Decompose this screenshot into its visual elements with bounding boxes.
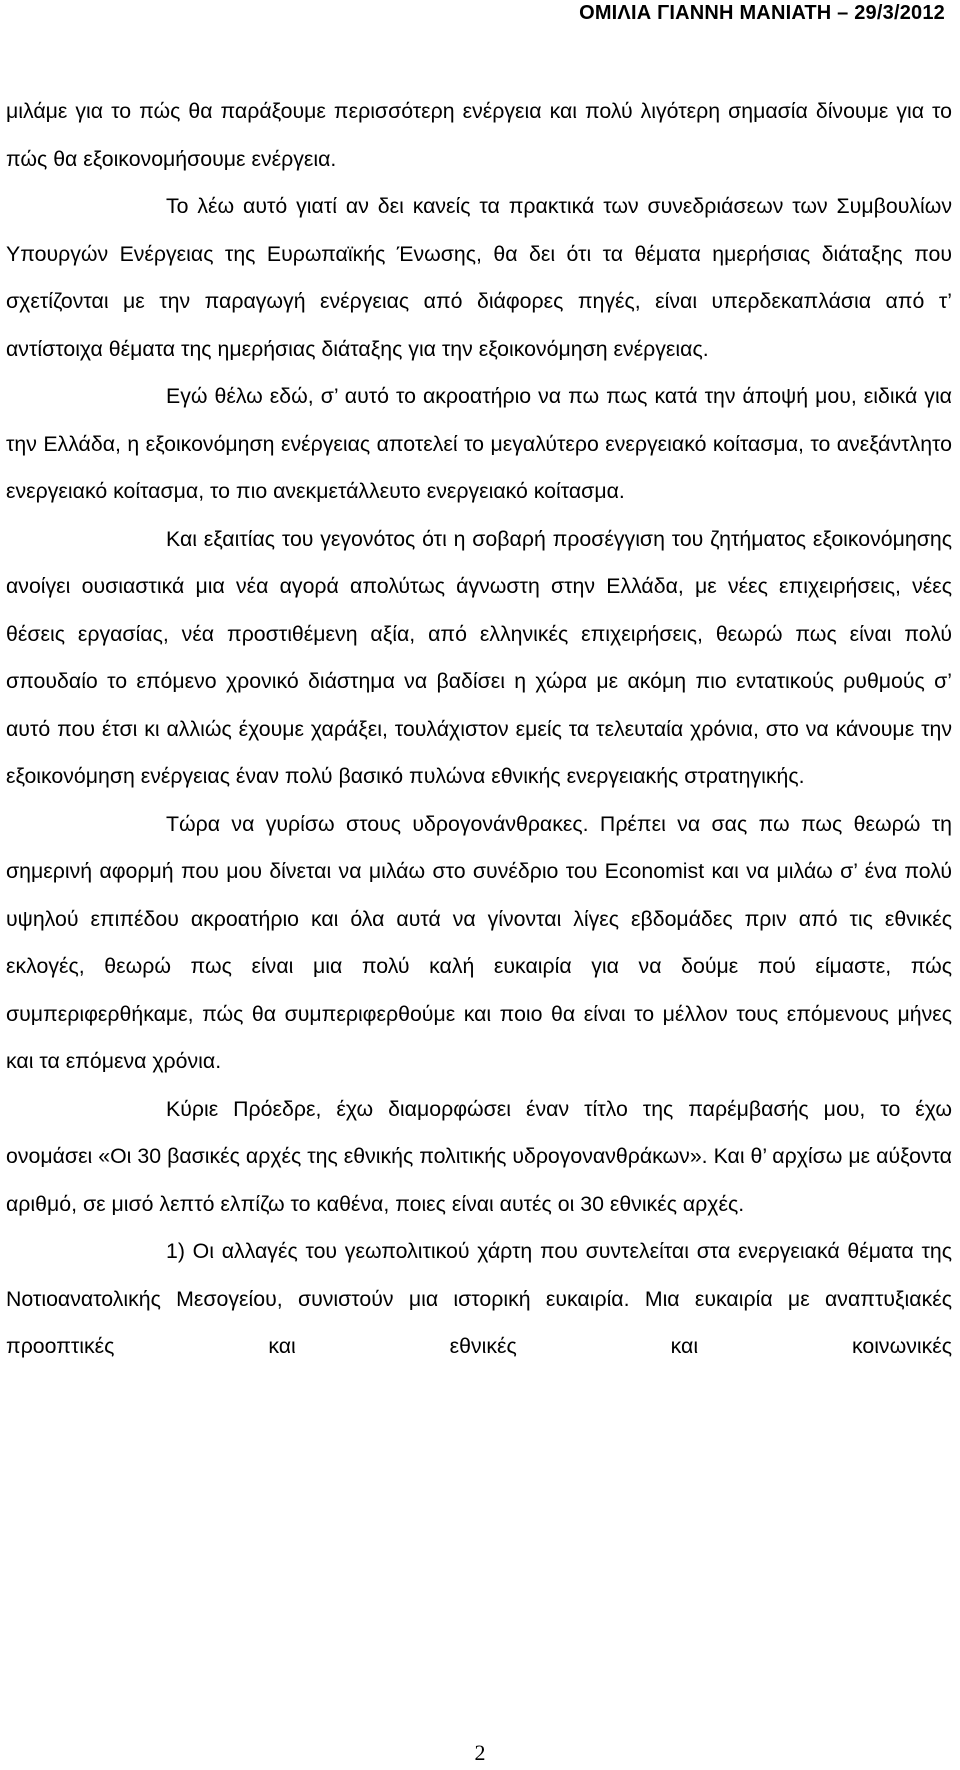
page-header: ΟΜΙΛΙΑ ΓΙΑΝΝΗ ΜΑΝΙΑΤΗ – 29/3/2012	[579, 2, 945, 24]
paragraph-numbered-item: 1) Οι αλλαγές του γεωπολιτικού χάρτη που συντελείται στα ενεργειακά θέματα της Νοτιοανατολικής Μεσογείου, συνιστούν μια ιστορική ευκαιρία. Μια ευκαιρία με αναπτυξιακές προοπτικές και εθνικές και κοινωνικές	[6, 1239, 952, 1358]
paragraph: Τώρα να γυρίσω στους υδρογονάνθρακες. Πρέπει να σας πω πως θεωρώ τη σημερινή αφορμή που μου δίνεται να μιλάω στο συνέδριο του Economist και να μιλάω σ’ ένα πολύ υψηλού επιπέδου ακροατήριο και όλα αυτά να γίνονται λίγες εβδομάδες πριν από τις εθνικές εκλογές, θεωρώ πως είναι μια πολύ καλή ευκαιρία για να δούμε πού είμαστε, πώς συμπεριφερθήκαμε, πώς θα συμπεριφερθούμε και ποιο θα είναι το μέλλον τους επόμενους μήνες και τα επόμενα χρόνια.	[6, 811, 952, 1073]
paragraph: Το λέω αυτό γιατί αν δει κανείς τα πρακτικά των συνεδριάσεων των Συμβουλίων Υπουργών Ενέργειας της Ευρωπαϊκής Ένωσης, θα δει ότι τα θέματα ημερήσιας διάταξης που σχετίζονται με την παραγωγή ενέργειας από διάφορες πηγές, είναι υπερδεκαπλάσια από τ’ αντίστοιχα θέματα της ημερήσιας διάταξης για την εξοικονόμηση ενέργειας.	[6, 194, 952, 361]
page-number: 2	[474, 1740, 486, 1765]
body-text	[6, 88, 952, 1371]
paragraph: Και εξαιτίας του γεγονότος ότι η σοβαρή προσέγγιση του ζητήματος εξοικονόμησης ανοίγει ουσιαστικά μια νέα αγορά απολύτως άγνωστη στην Ελλάδα, με νέες επιχειρήσεις, νέες θέσεις εργασίας, νέα προστιθέμενη αξία, από ελληνικές επιχειρήσεις, θεωρώ πως είναι πολύ σπουδαίο το επόμενο χρονικό διάστημα να βαδίσει η χώρα με ακόμη πιο εντατικούς ρυθμούς σ’ αυτό που έτσι κι αλλιώς έχουμε χαράξει, τουλάχιστον εμείς τα τελευταία χρόνια, στο να κάνουμε την εξοικονόμηση ενέργειας έναν πολύ βασικό πυλώνα εθνικής ενεργειακής στρατηγικής.	[6, 526, 952, 788]
paragraph-continuation: μιλάμε για το πώς θα παράξουμε περισσότερη ενέργεια και πολύ λιγότερη σημασία δίνουμε για το πώς θα εξοικονομήσουμε ενέργεια.	[6, 99, 952, 171]
paragraph: Κύριε Πρόεδρε, έχω διαμορφώσει έναν τίτλο της παρέμβασής μου, το έχω ονομάσει «Οι 30 βασικές αρχές της εθνικής πολιτικής υδρογονανθράκων». Και θ’ αρχίσω με αύξοντα αριθμό, σε μισό λεπτό ελπίζω το καθένα, ποιες είναι αυτές οι 30 εθνικές αρχές.	[6, 1096, 952, 1216]
paragraph: Εγώ θέλω εδώ, σ’ αυτό το ακροατήριο να πω πως κατά την άποψή μου, ειδικά για την Ελλάδα, η εξοικονόμηση ενέργειας αποτελεί το μεγαλύτερο ενεργειακό κοίτασμα, το ανεξάντλητο ενεργειακό κοίτασμα, το πιο ανεκμετάλλευτο ενεργειακό κοίτασμα.	[6, 384, 952, 503]
